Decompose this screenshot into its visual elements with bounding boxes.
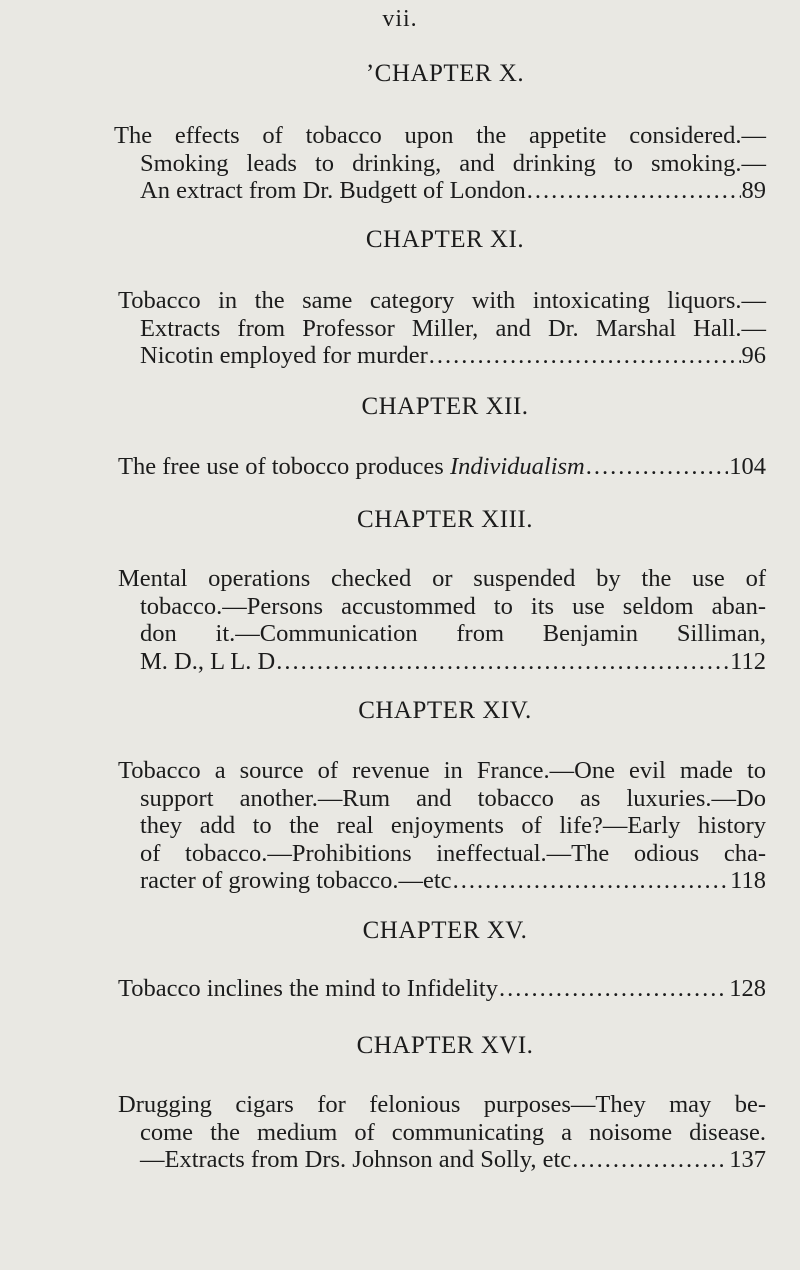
summary-line: Extracts from Professor Miller, and Dr. Marshal Hall.— (140, 314, 766, 342)
summary-line (118, 453, 585, 481)
summary-last-line (118, 648, 766, 676)
chapter-heading: CHAPTER XII. (361, 393, 529, 420)
summary-line: don it.—Communication from Benjamin Silliman, (140, 620, 766, 647)
page-number: 89 (741, 177, 766, 204)
summary-last-line (118, 867, 766, 895)
summary-line: M. D., L L. D (140, 647, 276, 675)
chapter-heading: ’CHAPTER X. (365, 60, 525, 87)
summary-line: support another.—Rum and tobacco as luxuries.—Do (140, 784, 766, 812)
dot-leader (453, 867, 730, 895)
chapter-summary (118, 287, 766, 370)
chapter-summary (118, 453, 766, 481)
summary-line: Tobacco inclines the mind to Infidelity (118, 975, 498, 1002)
page-number: 128 (729, 975, 766, 1002)
chapter-heading: CHAPTER XV. (362, 917, 528, 944)
summary-last-line (118, 975, 766, 1003)
summary-last-line (118, 342, 766, 370)
dot-leader (499, 975, 728, 1003)
summary-last-line (118, 1146, 766, 1174)
summary-line: Mental operations checked or suspended by the use of (118, 565, 766, 592)
chapter-summary (114, 122, 766, 205)
summary-line: come the medium of communicating a noisome disease. (140, 1118, 766, 1146)
page-number: 96 (741, 342, 766, 369)
chapter-summary (118, 565, 766, 675)
chapter-heading: CHAPTER XI. (365, 226, 525, 253)
summary-line: racter of growing tobacco.—etc (140, 867, 452, 894)
page-number: 104 (729, 453, 766, 480)
dot-leader (572, 1146, 728, 1174)
page-folio: vii. (382, 6, 418, 32)
summary-line: Nicotin employed for murder (140, 342, 428, 369)
dot-leader (586, 453, 729, 481)
summary-line: they add to the real enjoyments of life?—Early history (140, 812, 766, 839)
summary-line: of tobacco.—Prohibitions ineffectual.—The odious cha- (140, 839, 766, 867)
summary-line: An extract from Dr. Budgett of London (140, 177, 526, 204)
dot-leader (527, 177, 741, 205)
page-number: 112 (730, 647, 766, 675)
summary-last-line (118, 177, 766, 205)
summary-line: Smoking leads to drinking, and drinking to smoking.— (140, 149, 766, 177)
summary-line: —Extracts from Drs. Johnson and Solly, etc (140, 1146, 572, 1173)
summary-text: The free use of tobocco produces (118, 453, 450, 480)
summary-line: tobacco.—Persons accustommed to its use seldom aban- (140, 592, 766, 620)
dot-leader (276, 648, 729, 676)
chapter-heading: CHAPTER XIII. (357, 506, 533, 533)
summary-line: Tobacco a source of revenue in France.—One evil made to (118, 757, 766, 784)
page-number: 137 (729, 1146, 766, 1173)
emphasis-term: Individualism (449, 453, 585, 480)
summary-line: The effects of tobacco upon the appetite considered.— (114, 122, 766, 149)
dot-leader (429, 342, 741, 370)
page-number: 118 (730, 867, 766, 894)
summary-line: Drugging cigars for felonious purposes—They may be- (118, 1091, 766, 1118)
summary-last-line (118, 453, 766, 481)
chapter-heading: CHAPTER XIV. (358, 697, 532, 724)
chapter-summary (118, 975, 766, 1003)
chapter-heading: CHAPTER XVI. (356, 1032, 534, 1059)
chapter-summary (118, 1091, 766, 1174)
summary-line: Tobacco in the same category with intoxicating liquors.— (118, 287, 766, 314)
chapter-summary (118, 757, 766, 895)
